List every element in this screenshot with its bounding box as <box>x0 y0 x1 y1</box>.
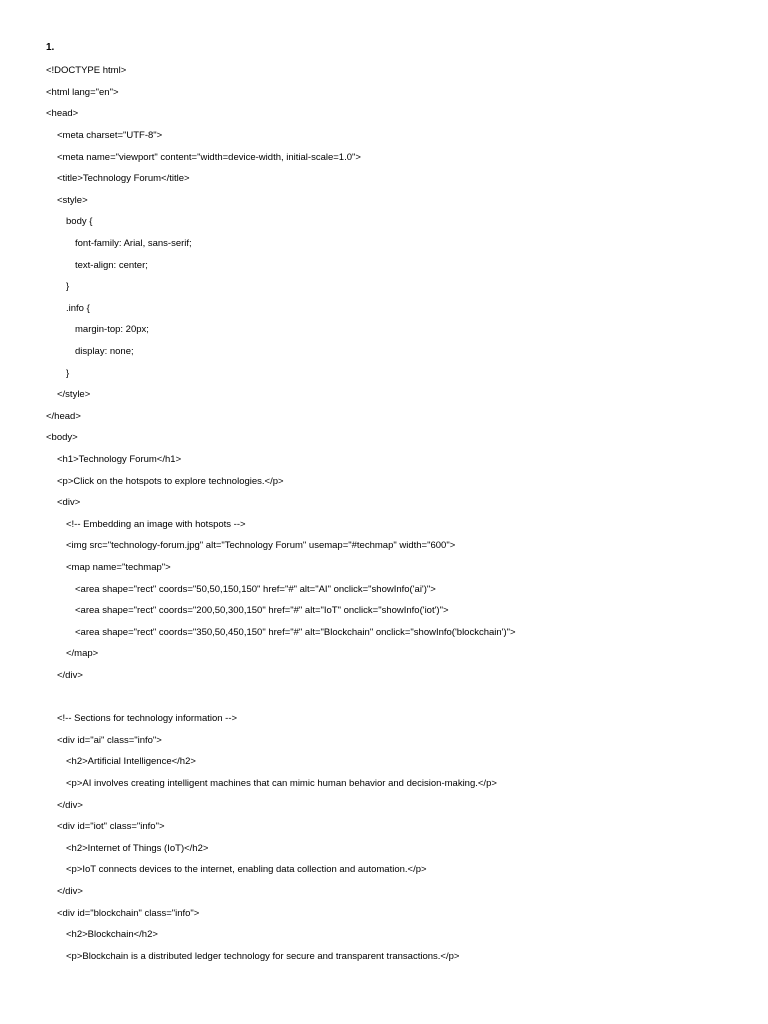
code-line: font-family: Arial, sans-serif; <box>75 238 192 249</box>
code-line: <!-- Sections for technology information --> <box>57 713 238 724</box>
code-line: <map name="techmap"> <box>66 562 171 573</box>
code-line: <body> <box>46 432 78 443</box>
code-line: <h1>Technology Forum</h1> <box>57 454 182 465</box>
code-line: <area shape="rect" coords="350,50,450,150" href="#" alt="Blockchain" onclick="showInfo('blockchain')"> <box>75 627 516 638</box>
code-line: <area shape="rect" coords="50,50,150,150" href="#" alt="AI" onclick="showInfo('ai')"> <box>75 584 436 595</box>
code-line: <style> <box>57 195 88 206</box>
item-number-heading: 1. <box>46 42 55 53</box>
code-line: .info { <box>66 303 90 314</box>
code-line: <img src="technology-forum.jpg" alt="Technology Forum" usemap="#techmap" width="600"> <box>66 540 456 551</box>
code-line: <title>Technology Forum</title> <box>57 173 190 184</box>
code-line: </div> <box>57 670 83 681</box>
code-line: <area shape="rect" coords="200,50,300,150" href="#" alt="IoT" onclick="showInfo('iot')"> <box>75 605 449 616</box>
code-line: </head> <box>46 411 81 422</box>
code-line: <p>Blockchain is a distributed ledger technology for secure and transparent transactions.</p> <box>66 951 460 962</box>
code-line: margin-top: 20px; <box>75 324 149 335</box>
code-line: <meta charset="UTF-8"> <box>57 130 163 141</box>
code-line: </style> <box>57 389 91 400</box>
code-line: <head> <box>46 108 79 119</box>
code-line: <!DOCTYPE html> <box>46 65 127 76</box>
code-line: } <box>66 368 70 379</box>
code-line: <p>Click on the hotspots to explore technologies.</p> <box>57 476 284 487</box>
code-line: <h2>Internet of Things (IoT)</h2> <box>66 843 209 854</box>
code-line: <div id="iot" class="info"> <box>57 821 165 832</box>
code-line: <div id="blockchain" class="info"> <box>57 908 200 919</box>
code-line: <p>IoT connects devices to the internet, enabling data collection and automation.</p> <box>66 864 427 875</box>
code-line: <meta name="viewport" content="width=device-width, initial-scale=1.0"> <box>57 152 361 163</box>
code-line: body { <box>66 216 93 227</box>
code-line: text-align: center; <box>75 260 148 271</box>
code-line: <!-- Embedding an image with hotspots --> <box>66 519 246 530</box>
code-line: </map> <box>66 648 99 659</box>
code-line: display: none; <box>75 346 134 357</box>
code-line: </div> <box>57 800 83 811</box>
code-line: <div id="ai" class="info"> <box>57 735 162 746</box>
code-line: <p>AI involves creating intelligent machines that can mimic human behavior and decision-making.</p> <box>66 778 497 789</box>
code-line: </div> <box>57 886 83 897</box>
code-line: <html lang="en"> <box>46 87 119 98</box>
code-line: <h2>Artificial Intelligence</h2> <box>66 756 196 767</box>
code-line: } <box>66 281 70 292</box>
code-line: <h2>Blockchain</h2> <box>66 929 158 940</box>
code-line: <div> <box>57 497 81 508</box>
